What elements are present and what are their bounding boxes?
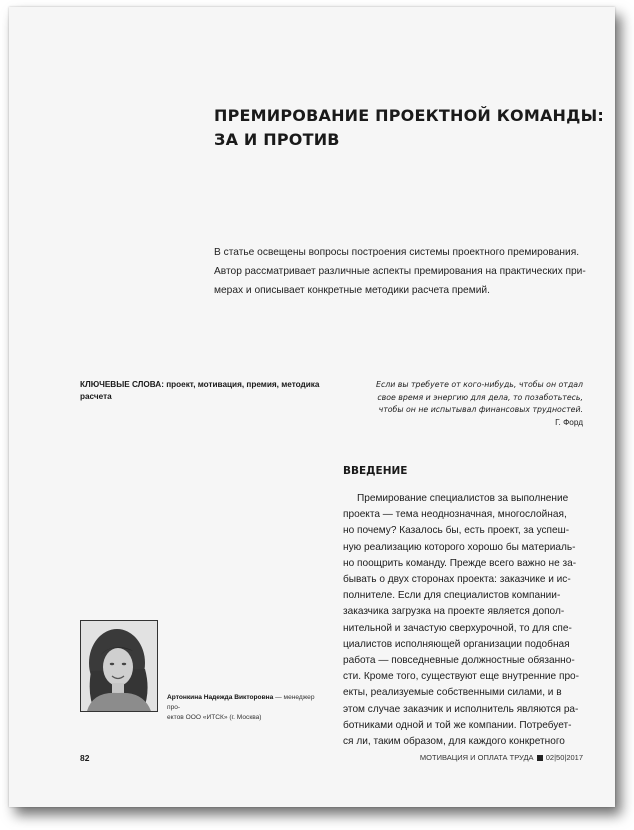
body-line: работа — повседневные должностные обязанно-	[343, 655, 575, 667]
body-line: бывать о двух сторонах проекта: заказчике и ис-	[343, 574, 571, 586]
keywords: КЛЮЧЕВЫЕ СЛОВА: проект, мотивация, премия, методика расчета	[80, 380, 320, 401]
body-line: екты, реализуемые собственными силами, и в	[343, 687, 562, 699]
journal-name: МОТИВАЦИЯ И ОПЛАТА ТРУДА	[419, 753, 534, 762]
article-lead	[214, 243, 584, 300]
lead-line: Автор рассматривает различные аспекты премирования на практических при-	[214, 266, 586, 277]
journal-page	[9, 7, 615, 807]
author-portrait-image	[81, 621, 157, 711]
lead-line: В статье освещены вопросы построения системы проектного премирования.	[214, 247, 580, 258]
body-line: этом случае заказчик и исполнитель являются ра-	[343, 703, 579, 715]
body-line: но почему? Казалось бы, есть проект, за успеш-	[343, 525, 570, 537]
author-role: ектов ООО «ИТСК» (г. Москва)	[167, 714, 262, 721]
body-line: ную реализацию которого хорошо бы материаль-	[343, 541, 576, 553]
epigraph	[323, 379, 583, 429]
issue-number: 02|50|2017	[545, 753, 583, 762]
lead-line: мерах и описывает конкретные методики расчета премий.	[214, 285, 490, 296]
body-line: ботниками одной и той же компании. Потребует-	[343, 719, 572, 731]
body-line: но поощрить команду. Прежде всего важно не за-	[343, 557, 577, 569]
body-line: Премирование специалистов за выполнение	[357, 493, 569, 504]
author-name: Артонкина Надежда Викторовна	[167, 694, 274, 701]
body-line: сти. Кроме того, существуют еще внутренние про-	[343, 671, 580, 683]
epigraph-line: свое время и энергию для дела, то позаботьтесь,	[377, 392, 583, 402]
body-line: нительной и зачастую сверхурочной, то для спе-	[343, 622, 572, 634]
epigraph-line: Если вы требуете от кого-нибудь, чтобы он отдал	[376, 380, 583, 389]
body-line: проекта — тема неоднозначная, многослойная,	[343, 509, 567, 521]
page-number: 82	[80, 753, 90, 763]
epigraph-line: чтобы он не испытывал финансовых трудностей.	[378, 405, 583, 414]
title-line: ЗА И ПРОТИВ	[214, 130, 340, 149]
body-line: полнителе. Если для специалистов компании-	[343, 590, 561, 602]
body-line: циалистов исполняющей организации подобная	[343, 638, 570, 650]
body-line: заказчика загрузка на проекте является допол-	[343, 606, 565, 618]
article-title	[214, 104, 604, 152]
body-line: ся ли, таким образом, для каждого конкретного	[343, 736, 565, 748]
section-body	[343, 491, 583, 750]
running-footer	[420, 753, 583, 762]
epigraph-author: Г. Форд	[555, 417, 583, 427]
author-caption	[167, 693, 327, 723]
author-photo	[80, 620, 158, 712]
title-line: ПРЕМИРОВАНИЕ ПРОЕКТНОЙ КОМАНДЫ:	[214, 106, 604, 125]
author-role: — менеджер про-	[167, 694, 315, 711]
section-heading: ВВЕДЕНИЕ	[343, 465, 408, 477]
square-bullet-icon	[537, 755, 543, 761]
